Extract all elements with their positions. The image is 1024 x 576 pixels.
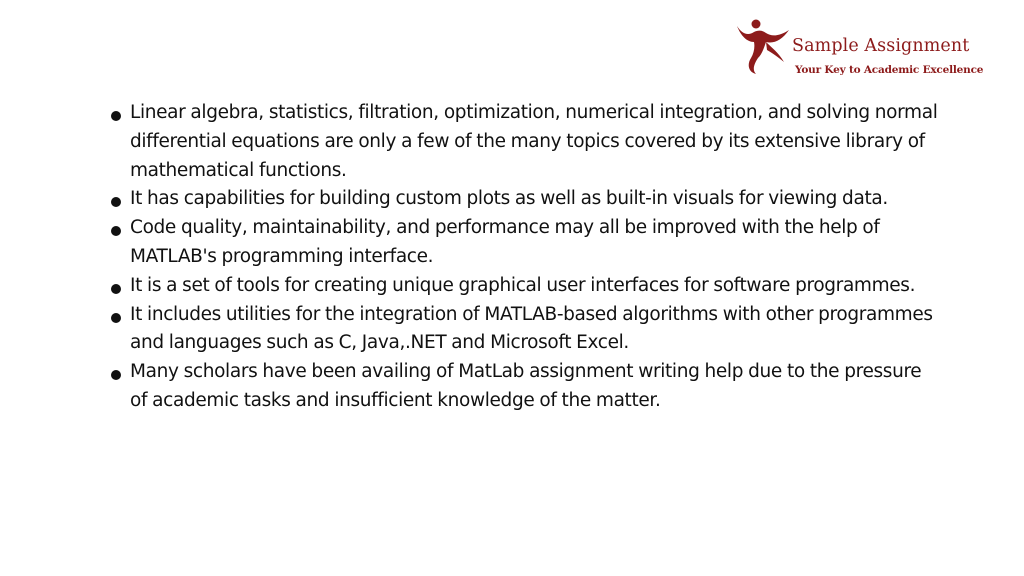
brand-logo: [734, 18, 984, 80]
bullet-dot-icon: [111, 111, 121, 121]
bullet-dot-icon: [111, 370, 121, 380]
list-item: [108, 214, 938, 272]
person-figure-icon: [734, 18, 792, 76]
list-item: [108, 99, 938, 185]
bullet-list: [108, 99, 938, 416]
bullet-dot-icon: [111, 284, 121, 294]
brand-tagline: Your Key to Academic Excellence: [795, 64, 984, 76]
list-item: [108, 358, 938, 416]
list-item-text: It has capabilities for building custom plots as well as built-in visuals for viewing data.: [130, 188, 888, 210]
list-item: [108, 185, 938, 214]
list-item-text: It includes utilities for the integration of MATLAB-based algorithms with other programmes and languages such as C, Java,.NET and Microsoft Excel.: [130, 303, 933, 354]
bullet-dot-icon: [111, 197, 121, 207]
list-item-text: Code quality, maintainability, and performance may all be improved with the help of MATLAB's programming interface.: [130, 217, 880, 267]
brand-name: Sample Assignment: [792, 36, 970, 56]
bullet-dot-icon: [111, 313, 121, 323]
bullet-dot-icon: [111, 226, 121, 236]
list-item: [108, 301, 938, 359]
list-item-text: Linear algebra, statistics, filtration, optimization, numerical integration, and solving normal differential equations are only a few of the many topics covered by its extensive library of mathematical functions.: [130, 102, 938, 181]
list-item: [108, 272, 938, 301]
list-item-text: It is a set of tools for creating unique graphical user interfaces for software programmes.: [130, 274, 916, 296]
list-item-text: Many scholars have been availing of MatLab assignment writing help due to the pressure of academic tasks and insufficient knowledge of the matter.: [130, 361, 922, 411]
